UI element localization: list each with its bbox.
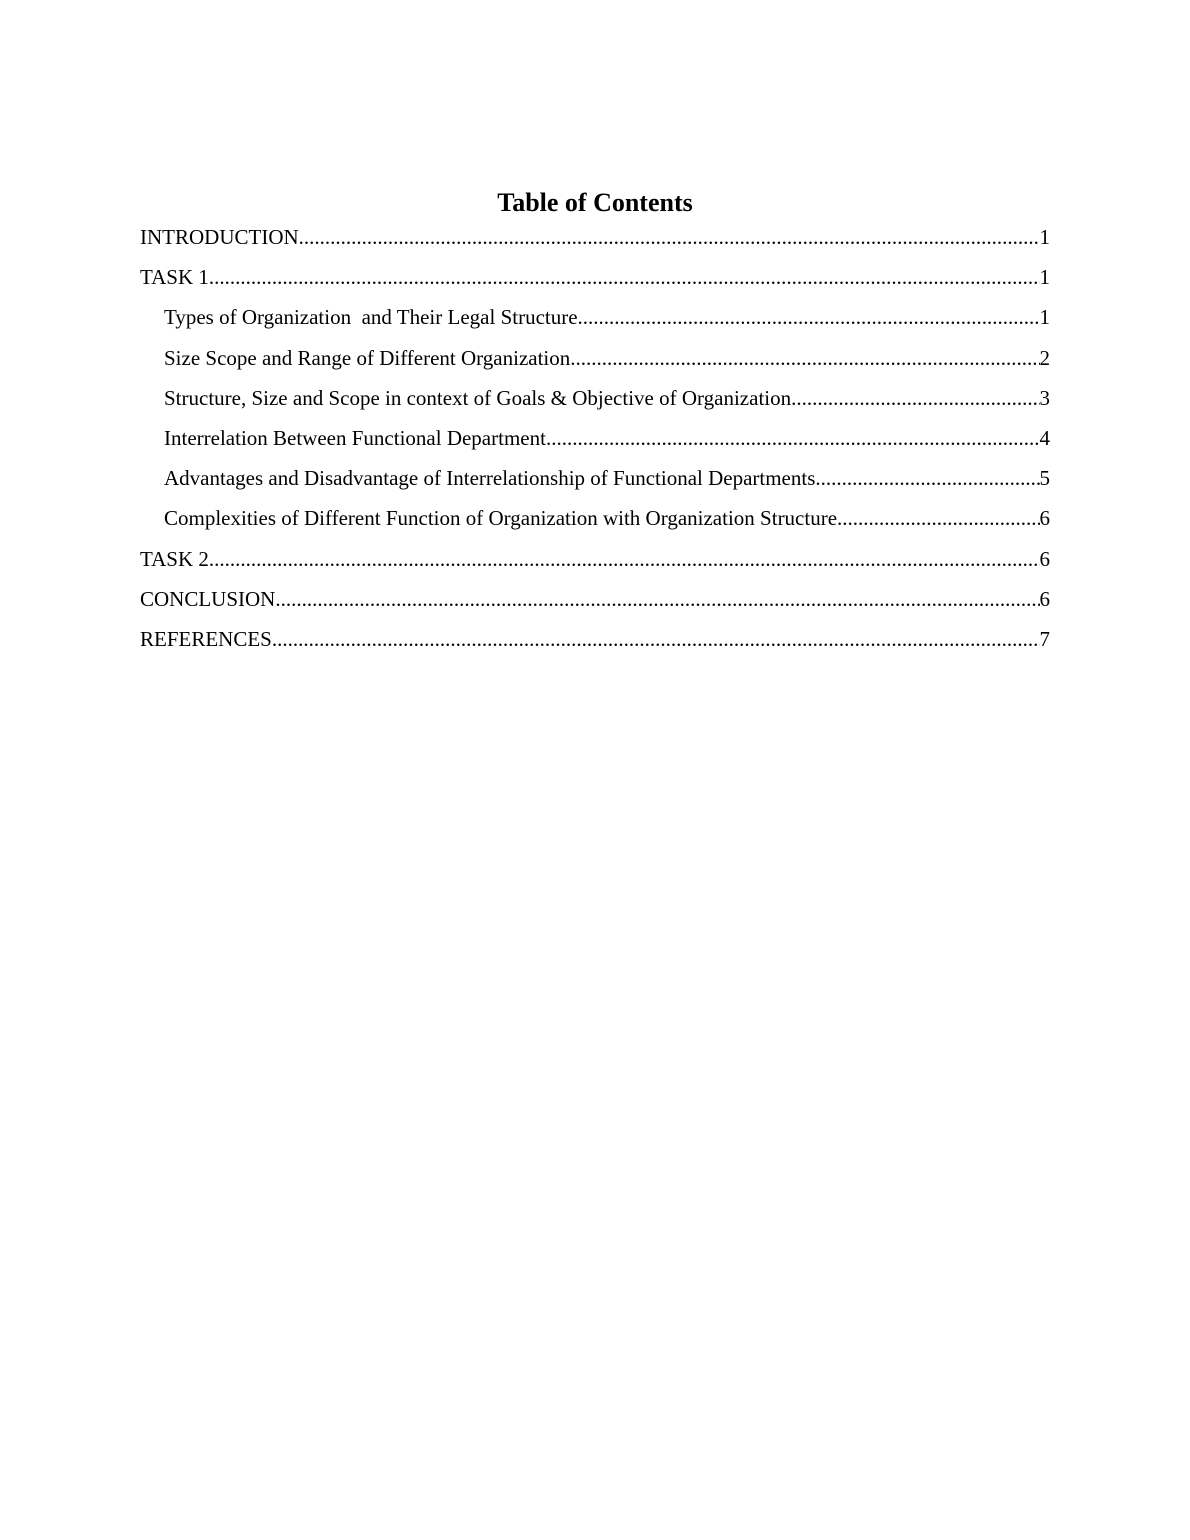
toc-entry-page: 7 — [1039, 626, 1050, 651]
toc-entry-label: Size Scope and Range of Different Organization — [164, 343, 570, 373]
toc-dot-leader — [275, 584, 1039, 614]
toc-dot-leader — [209, 262, 1040, 292]
toc-entry-introduction[interactable] — [140, 222, 1050, 262]
toc-entry-structure-size-scope[interactable] — [140, 383, 1050, 423]
toc-entry-page: 1 — [1039, 265, 1050, 290]
toc-entry-label: TASK 2 — [140, 544, 209, 574]
toc-entry-page: 6 — [1039, 586, 1050, 611]
toc-entry-label: Interrelation Between Functional Department — [164, 423, 546, 453]
toc-entry-label: REFERENCES — [140, 624, 272, 654]
toc-list — [140, 222, 1050, 664]
toc-entry-page: 6 — [1039, 546, 1050, 571]
toc-entry-label: Advantages and Disadvantage of Interrelationship of Functional Departments — [164, 463, 815, 493]
toc-dot-leader — [209, 544, 1040, 574]
toc-entry-types-of-organization[interactable] — [140, 302, 1050, 342]
toc-entry-interrelation-functional-department[interactable] — [140, 423, 1050, 463]
toc-entry-label: Structure, Size and Scope in context of Goals & Objective of Organization — [164, 383, 791, 413]
toc-entry-page: 1 — [1039, 305, 1050, 330]
toc-entry-page: 1 — [1039, 225, 1050, 249]
toc-dot-leader — [578, 302, 1040, 332]
toc-entry-label: INTRODUCTION — [140, 222, 299, 252]
toc-dot-leader — [570, 343, 1039, 373]
toc-entry-label: CONCLUSION — [140, 584, 275, 614]
toc-entry-page: 4 — [1039, 425, 1050, 450]
toc-entry-page: 3 — [1039, 385, 1050, 410]
toc-entry-page: 5 — [1039, 466, 1050, 491]
toc-dot-leader — [791, 383, 1039, 413]
toc-entry-label: Complexities of Different Function of Organization with Organization Structure — [164, 503, 837, 533]
toc-entry-references[interactable] — [140, 624, 1050, 664]
toc-entry-task-2[interactable] — [140, 544, 1050, 584]
toc-dot-leader — [299, 222, 1040, 252]
toc-entry-advantages-disadvantage[interactable] — [140, 463, 1050, 503]
toc-title: Table of Contents — [497, 188, 693, 217]
toc-entry-complexities[interactable] — [140, 503, 1050, 543]
toc-entry-task-1[interactable] — [140, 262, 1050, 302]
toc-entry-label: Types of Organization and Their Legal Structure — [164, 302, 578, 332]
toc-entry-label: TASK 1 — [140, 262, 209, 292]
toc-dot-leader — [815, 463, 1039, 493]
toc-entry-size-scope-range[interactable] — [140, 343, 1050, 383]
toc-entry-page: 2 — [1039, 345, 1050, 370]
toc-dot-leader — [837, 503, 1039, 533]
toc-entry-conclusion[interactable] — [140, 584, 1050, 624]
toc-dot-leader — [272, 624, 1040, 654]
toc-entry-page: 6 — [1039, 506, 1050, 531]
toc-dot-leader — [546, 423, 1040, 453]
